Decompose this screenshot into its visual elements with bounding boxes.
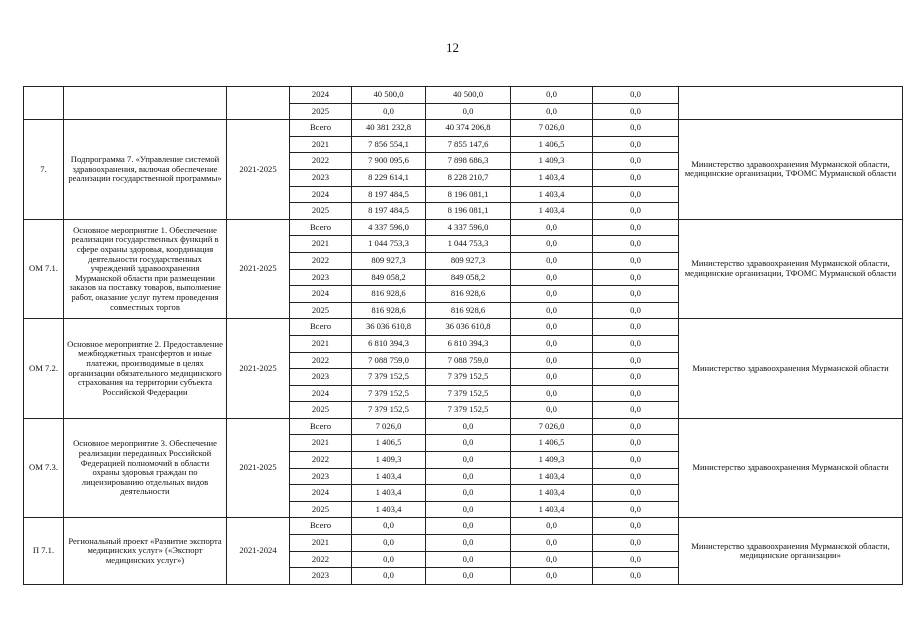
amount-regional-cell: 0,0 xyxy=(426,468,511,485)
table-row xyxy=(24,518,903,535)
responsible-executor: Министерство здравоохранения Мурманской области, медицинские организации» xyxy=(679,518,903,584)
amount-regional-cell: 809 927,3 xyxy=(426,252,511,269)
year-cell: 2024 xyxy=(290,485,352,502)
amount-total-cell: 1 406,5 xyxy=(352,435,426,452)
amount-total-cell: 1 403,4 xyxy=(352,501,426,518)
amount-other-cell: 0,0 xyxy=(593,120,679,137)
amount-total-cell: 1 403,4 xyxy=(352,468,426,485)
row-number-cell xyxy=(24,87,64,120)
amount-federal-cell: 0,0 xyxy=(511,535,593,552)
amount-other-cell: 0,0 xyxy=(593,169,679,186)
amount-other-cell: 0,0 xyxy=(593,103,679,120)
amount-regional-cell: 7 855 147,6 xyxy=(426,136,511,153)
year-cell: 2025 xyxy=(290,402,352,419)
amount-other-cell: 0,0 xyxy=(593,252,679,269)
amount-other-cell: 0,0 xyxy=(593,335,679,352)
amount-total-cell: 7 379 152,5 xyxy=(352,402,426,419)
year-cell: Всего xyxy=(290,319,352,336)
responsible-executor: Министерство здравоохранения Мурманской области, медицинские организации, ТФОМС Мурманской области xyxy=(679,219,903,319)
amount-other-cell: 0,0 xyxy=(593,568,679,585)
year-cell: 2025 xyxy=(290,501,352,518)
amount-federal-cell: 1 403,4 xyxy=(511,501,593,518)
amount-other-cell: 0,0 xyxy=(593,136,679,153)
amount-total-cell: 7 379 152,5 xyxy=(352,369,426,386)
amount-regional-cell: 0,0 xyxy=(426,418,511,435)
year-cell: 2021 xyxy=(290,535,352,552)
amount-regional-cell: 36 036 610,8 xyxy=(426,319,511,336)
amount-regional-cell: 7 379 152,5 xyxy=(426,385,511,402)
amount-total-cell: 8 229 614,1 xyxy=(352,169,426,186)
amount-other-cell: 0,0 xyxy=(593,302,679,319)
measure-number: 7. xyxy=(24,120,64,220)
implementation-period: 2021-2024 xyxy=(227,518,290,584)
amount-federal-cell: 7 026,0 xyxy=(511,120,593,137)
amount-other-cell: 0,0 xyxy=(593,402,679,419)
amount-federal-cell: 0,0 xyxy=(511,302,593,319)
amount-federal-cell: 1 403,4 xyxy=(511,186,593,203)
responsible-executor: Министерство здравоохранения Мурманской области, медицинские организации, ТФОМС Мурманской области xyxy=(679,120,903,220)
amount-federal-cell: 0,0 xyxy=(511,402,593,419)
amount-federal-cell: 0,0 xyxy=(511,352,593,369)
table-body xyxy=(24,87,903,585)
amount-regional-cell: 0,0 xyxy=(426,485,511,502)
amount-total-cell: 849 058,2 xyxy=(352,269,426,286)
amount-total-cell: 7 088 759,0 xyxy=(352,352,426,369)
amount-total-cell: 8 197 484,5 xyxy=(352,186,426,203)
amount-other-cell: 0,0 xyxy=(593,87,679,104)
amount-federal-cell: 1 403,4 xyxy=(511,203,593,220)
amount-other-cell: 0,0 xyxy=(593,485,679,502)
amount-total-cell: 4 337 596,0 xyxy=(352,219,426,236)
year-cell: 2021 xyxy=(290,136,352,153)
amount-total-cell: 7 900 095,6 xyxy=(352,153,426,170)
amount-regional-cell: 7 898 686,3 xyxy=(426,153,511,170)
amount-regional-cell: 40 500,0 xyxy=(426,87,511,104)
amount-other-cell: 0,0 xyxy=(593,219,679,236)
amount-regional-cell: 4 337 596,0 xyxy=(426,219,511,236)
measure-name: Основное мероприятие 3. Обеспечение реализации переданных Российской Федерацией полномочий в области охраны здоровья граждан по лицензированию отдельных видов деятельности xyxy=(64,418,227,518)
amount-other-cell: 0,0 xyxy=(593,319,679,336)
amount-regional-cell: 7 379 152,5 xyxy=(426,369,511,386)
measure-number: ОМ 7.2. xyxy=(24,319,64,419)
table-row xyxy=(24,219,903,236)
amount-federal-cell: 0,0 xyxy=(511,269,593,286)
amount-total-cell: 0,0 xyxy=(352,568,426,585)
amount-other-cell: 0,0 xyxy=(593,269,679,286)
measure-name: Региональный проект «Развитие экспорта медицинских услуг» («Экспорт медицинских услуг») xyxy=(64,518,227,584)
implementation-period: 2021-2025 xyxy=(227,418,290,518)
year-cell: 2023 xyxy=(290,369,352,386)
amount-federal-cell: 0,0 xyxy=(511,319,593,336)
year-cell: 2024 xyxy=(290,385,352,402)
implementation-period: 2021-2025 xyxy=(227,219,290,319)
amount-other-cell: 0,0 xyxy=(593,286,679,303)
measure-number: ОМ 7.3. xyxy=(24,418,64,518)
amount-regional-cell: 0,0 xyxy=(426,518,511,535)
amount-federal-cell: 0,0 xyxy=(511,236,593,253)
year-cell: 2024 xyxy=(290,186,352,203)
year-cell: 2021 xyxy=(290,335,352,352)
amount-regional-cell: 8 196 081,1 xyxy=(426,186,511,203)
amount-regional-cell: 0,0 xyxy=(426,103,511,120)
amount-regional-cell: 6 810 394,3 xyxy=(426,335,511,352)
period-cell xyxy=(227,87,290,120)
amount-regional-cell: 0,0 xyxy=(426,551,511,568)
amount-total-cell: 40 381 232,8 xyxy=(352,120,426,137)
year-cell: 2022 xyxy=(290,352,352,369)
amount-other-cell: 0,0 xyxy=(593,468,679,485)
year-cell: 2023 xyxy=(290,269,352,286)
amount-total-cell: 0,0 xyxy=(352,551,426,568)
amount-regional-cell: 0,0 xyxy=(426,452,511,469)
year-cell: Всего xyxy=(290,518,352,535)
amount-total-cell: 7 856 554,1 xyxy=(352,136,426,153)
year-cell: 2022 xyxy=(290,153,352,170)
year-cell: 2021 xyxy=(290,435,352,452)
amount-federal-cell: 0,0 xyxy=(511,385,593,402)
table-row xyxy=(24,319,903,336)
table-row xyxy=(24,120,903,137)
year-cell: 2025 xyxy=(290,103,352,120)
year-cell: Всего xyxy=(290,219,352,236)
amount-federal-cell: 1 409,3 xyxy=(511,452,593,469)
amount-other-cell: 0,0 xyxy=(593,518,679,535)
year-cell: 2022 xyxy=(290,551,352,568)
table-row xyxy=(24,418,903,435)
amount-other-cell: 0,0 xyxy=(593,236,679,253)
amount-total-cell: 1 044 753,3 xyxy=(352,236,426,253)
implementation-period: 2021-2025 xyxy=(227,319,290,419)
amount-other-cell: 0,0 xyxy=(593,153,679,170)
year-cell: 2021 xyxy=(290,236,352,253)
amount-total-cell: 7 026,0 xyxy=(352,418,426,435)
responsible-executor: Министерство здравоохранения Мурманской области xyxy=(679,418,903,518)
year-cell: 2025 xyxy=(290,302,352,319)
amount-federal-cell: 0,0 xyxy=(511,551,593,568)
executor-cell xyxy=(679,87,903,120)
amount-other-cell: 0,0 xyxy=(593,435,679,452)
amount-other-cell: 0,0 xyxy=(593,369,679,386)
amount-federal-cell: 1 403,4 xyxy=(511,485,593,502)
amount-other-cell: 0,0 xyxy=(593,452,679,469)
page-number: 12 xyxy=(446,40,459,55)
amount-federal-cell: 0,0 xyxy=(511,369,593,386)
amount-regional-cell: 0,0 xyxy=(426,535,511,552)
amount-regional-cell: 849 058,2 xyxy=(426,269,511,286)
amount-regional-cell: 0,0 xyxy=(426,435,511,452)
year-cell: Всего xyxy=(290,418,352,435)
amount-regional-cell: 0,0 xyxy=(426,568,511,585)
amount-other-cell: 0,0 xyxy=(593,385,679,402)
year-cell: 2023 xyxy=(290,468,352,485)
year-cell: 2024 xyxy=(290,87,352,104)
measure-name: Основное мероприятие 2. Предоставление межбюджетных трансфертов и иные платежи, производимые в целях организации обязательного медицинского страхования на территории субъекта Российской Федерации xyxy=(64,319,227,419)
amount-federal-cell: 0,0 xyxy=(511,286,593,303)
amount-other-cell: 0,0 xyxy=(593,501,679,518)
amount-federal-cell: 1 406,5 xyxy=(511,435,593,452)
amount-federal-cell: 1 406,5 xyxy=(511,136,593,153)
amount-other-cell: 0,0 xyxy=(593,551,679,568)
amount-total-cell: 0,0 xyxy=(352,518,426,535)
amount-federal-cell: 0,0 xyxy=(511,335,593,352)
amount-federal-cell: 0,0 xyxy=(511,219,593,236)
amount-other-cell: 0,0 xyxy=(593,186,679,203)
measure-number: ОМ 7.1. xyxy=(24,219,64,319)
amount-total-cell: 7 379 152,5 xyxy=(352,385,426,402)
year-cell: 2023 xyxy=(290,169,352,186)
amount-total-cell: 6 810 394,3 xyxy=(352,335,426,352)
amount-other-cell: 0,0 xyxy=(593,352,679,369)
measure-name-cell xyxy=(64,87,227,120)
amount-total-cell: 36 036 610,8 xyxy=(352,319,426,336)
table-row xyxy=(24,87,903,104)
amount-other-cell: 0,0 xyxy=(593,418,679,435)
amount-total-cell: 8 197 484,5 xyxy=(352,203,426,220)
implementation-period: 2021-2025 xyxy=(227,120,290,220)
responsible-executor: Министерство здравоохранения Мурманской области xyxy=(679,319,903,419)
amount-federal-cell: 1 403,4 xyxy=(511,468,593,485)
year-cell: 2022 xyxy=(290,452,352,469)
measure-name: Подпрограмма 7. «Управление системой здравоохранения, включая обеспечение реализации государственной программы» xyxy=(64,120,227,220)
amount-regional-cell: 816 928,6 xyxy=(426,302,511,319)
amount-other-cell: 0,0 xyxy=(593,203,679,220)
measure-name: Основное мероприятие 1. Обеспечение реализации государственных функций в сфере охраны здоровья, координация деятельности государственных учреждений здравоохранения Мурманской области при размещении заказов на поставку товаров, выполнение работ, оказание услуг путем проведения совместных торгов xyxy=(64,219,227,319)
amount-total-cell: 0,0 xyxy=(352,103,426,120)
amount-federal-cell: 0,0 xyxy=(511,568,593,585)
funding-table xyxy=(23,86,903,585)
amount-federal-cell: 0,0 xyxy=(511,252,593,269)
year-cell: Всего xyxy=(290,120,352,137)
amount-federal-cell: 0,0 xyxy=(511,103,593,120)
amount-total-cell: 816 928,6 xyxy=(352,302,426,319)
amount-federal-cell: 1 409,3 xyxy=(511,153,593,170)
amount-regional-cell: 40 374 206,8 xyxy=(426,120,511,137)
amount-regional-cell: 7 088 759,0 xyxy=(426,352,511,369)
amount-regional-cell: 816 928,6 xyxy=(426,286,511,303)
amount-regional-cell: 8 228 210,7 xyxy=(426,169,511,186)
amount-regional-cell: 8 196 081,1 xyxy=(426,203,511,220)
amount-regional-cell: 1 044 753,3 xyxy=(426,236,511,253)
amount-federal-cell: 0,0 xyxy=(511,518,593,535)
year-cell: 2024 xyxy=(290,286,352,303)
amount-total-cell: 809 927,3 xyxy=(352,252,426,269)
amount-total-cell: 1 403,4 xyxy=(352,485,426,502)
amount-total-cell: 0,0 xyxy=(352,535,426,552)
year-cell: 2025 xyxy=(290,203,352,220)
amount-total-cell: 40 500,0 xyxy=(352,87,426,104)
amount-regional-cell: 0,0 xyxy=(426,501,511,518)
amount-federal-cell: 0,0 xyxy=(511,87,593,104)
amount-regional-cell: 7 379 152,5 xyxy=(426,402,511,419)
year-cell: 2023 xyxy=(290,568,352,585)
measure-number: П 7.1. xyxy=(24,518,64,584)
amount-other-cell: 0,0 xyxy=(593,535,679,552)
amount-total-cell: 1 409,3 xyxy=(352,452,426,469)
year-cell: 2022 xyxy=(290,252,352,269)
amount-federal-cell: 1 403,4 xyxy=(511,169,593,186)
amount-total-cell: 816 928,6 xyxy=(352,286,426,303)
amount-federal-cell: 7 026,0 xyxy=(511,418,593,435)
